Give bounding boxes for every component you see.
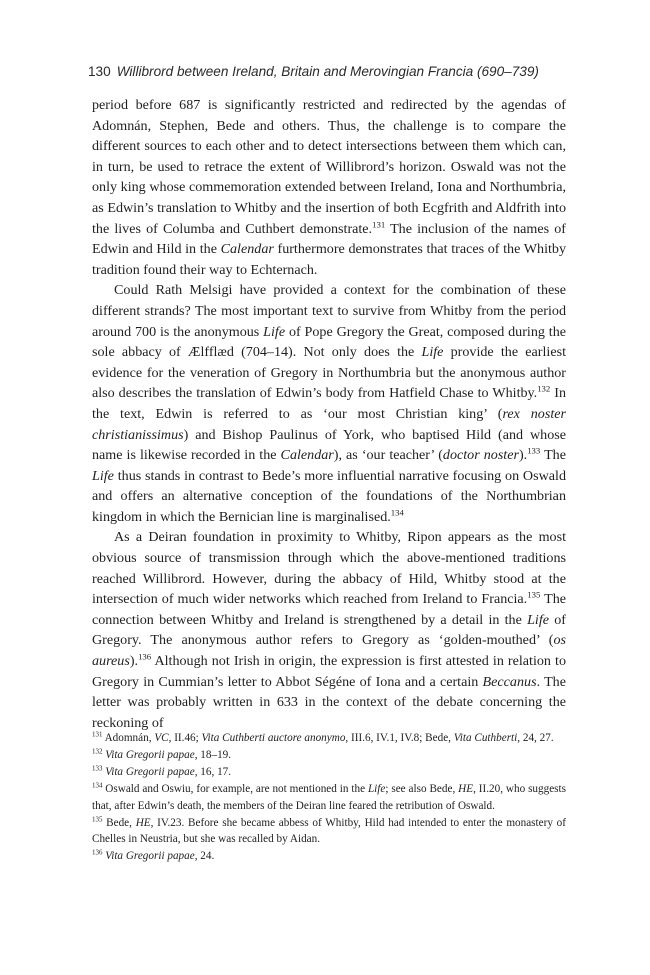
text-run: Bede, (102, 816, 136, 829)
footnote (92, 747, 566, 764)
running-title: Willibrord between Ireland, Britain and Merovingian Francia (690–739) (116, 64, 539, 79)
text-run: Could Rath Melsigi have provided a context for the combination of these different strands? The most important text to survive from Whitby from the period around 700 is the anonymous (92, 282, 566, 340)
page-number: 130 (88, 64, 111, 79)
text-run: Adomnán, (102, 732, 155, 744)
text-run: Oswald and Oswiu, for example, are not mentioned in the (102, 782, 368, 795)
text-run: , 24, 27. (517, 732, 554, 744)
text-run: ; see also Bede, (385, 782, 459, 795)
footnotes (92, 730, 566, 865)
italic-text: Vita Cuthberti (453, 732, 518, 744)
text-run: , 24. (194, 850, 215, 863)
text-run: , II.46; (168, 732, 202, 744)
footnote-ref: 133 (527, 445, 541, 456)
italic-text: Life (92, 467, 114, 484)
text-run: thus stands in contrast to Bede’s more influential narrative focusing on Oswald and offers an alternative conception of the foundations of the Northumbrian kingdom in which the Bernician line is marginalised. (92, 467, 566, 525)
footnote-number: 131 (92, 730, 103, 739)
footnote-ref: 135 (527, 589, 541, 600)
text-run: The connection between Whitby and Ireland is strengthened by a detail in the (92, 591, 567, 628)
footnote-ref: 136 (138, 651, 152, 662)
text-run: In the text, Edwin is referred to as ‘our most Christian king’ ( (92, 385, 567, 422)
footnote-number: 135 (92, 814, 103, 823)
italic-text: Calendar (280, 447, 334, 464)
footnote-number: 133 (92, 764, 103, 773)
footnote (92, 848, 566, 865)
italic-text: Life (367, 782, 386, 795)
italic-text: Life (263, 323, 286, 340)
italic-text: Life (527, 611, 550, 628)
text-run: period before 687 is significantly restricted and redirected by the agendas of Adomnán, Stephen, Bede and others. Thus, the challenge is to compare the different sources to each other and to detect intersections between them which can, in turn, be used to retrace the extent of Willibrord’s horizon. Oswald was not the only king whose commemoration extended between Ireland, Iona and Northumbria, as Edwin’s translation to Whitby and the insertion of both Ecgfrith and Aldfrith into the lives of Columba and Cuthbert demonstrate. (92, 97, 566, 237)
text-run: provide the earliest evidence for the veneration of Gregory in Northumbria but the anonymous author also describes the translation of Edwin’s body from Hatfield Chase to Whitby. (92, 344, 566, 402)
italic-text: Vita Gregorii papae (105, 850, 195, 863)
footnote-number: 134 (92, 780, 103, 789)
text-run: furthermore demonstrates that traces of the Whitby tradition found their way to Echternach. (92, 241, 567, 278)
italic-text: VC (154, 732, 169, 744)
text-run: of Pope Gregory the Great, composed during the sole abbacy of Ælfflæd (704–14). Not only does the (92, 323, 567, 361)
text-run: , III.6, IV.1, IV.8; Bede, (345, 732, 454, 744)
italic-text: HE (458, 782, 474, 795)
footnote-number: 136 (92, 848, 103, 857)
text-run: ). (518, 447, 528, 464)
footnote-ref: 134 (390, 507, 404, 518)
text-run: of Gregory. The anonymous author refers to Gregory as ‘golden-mouthed’ ( (92, 611, 567, 649)
footnote-number: 132 (92, 747, 103, 756)
main-text (92, 95, 566, 733)
text-run: , 16, 17. (194, 765, 232, 778)
text-run: ) and Bishop Paulinus of York, who baptised Hild (and whose name is likewise recorded in the (92, 426, 566, 464)
footnote (92, 730, 566, 747)
text-run: , II.20, who suggests that, after Edwin’s death, the members of the Deiran line feared the retribution of Oswald. (92, 782, 566, 812)
footnote (92, 764, 566, 781)
footnote-ref: 131 (372, 218, 386, 229)
footnote-ref: 132 (537, 383, 551, 394)
italic-text: doctor noster (442, 447, 519, 464)
text-run: , 18–19. (194, 748, 232, 761)
paragraph (92, 95, 566, 280)
italic-text: Vita Gregorii papae (105, 748, 195, 761)
italic-text: Vita Gregorii papae (105, 765, 195, 778)
paragraph (92, 527, 566, 733)
text-run: ), as ‘our teacher’ ( (333, 447, 443, 464)
italic-text: Beccanus (482, 673, 537, 690)
italic-text: HE (135, 816, 151, 829)
italic-text: rex noster christianissimus (92, 405, 566, 443)
footnote (92, 781, 566, 815)
running-head (88, 64, 568, 79)
text-run: As a Deiran foundation in proximity to Whitby, Ripon appears as the most obvious source of transmission through which the above-mentioned traditions reached Willibrord. However, during the abbacy of Hild, Whitby stood at the intersection of much wider networks which reached from Ireland to Francia. (92, 529, 566, 608)
text-run: , IV.23. Before she became abbess of Whitby, Hild had intended to enter the monastery of Chelles in Neustria, but she was recalled by Aidan. (92, 816, 566, 846)
paragraph (92, 280, 566, 527)
text-run: . The letter was probably written in 633 in the context of the debate concerning the reckoning of (92, 673, 566, 731)
text-run: The (540, 447, 566, 464)
italic-text: Vita Cuthberti auctore anonymo (201, 732, 346, 744)
text-run: The inclusion of the names of Edwin and Hild in the (92, 220, 566, 258)
italic-text: os aureus (92, 632, 566, 670)
footnote (92, 815, 566, 849)
text-run: ). (129, 653, 139, 670)
text-run: Although not Irish in origin, the expression is first attested in relation to Gregory in Cummian’s letter to Abbot Ségéne of Iona and a certain (92, 653, 566, 690)
italic-text: Calendar (220, 241, 274, 258)
italic-text: Life (421, 344, 444, 361)
